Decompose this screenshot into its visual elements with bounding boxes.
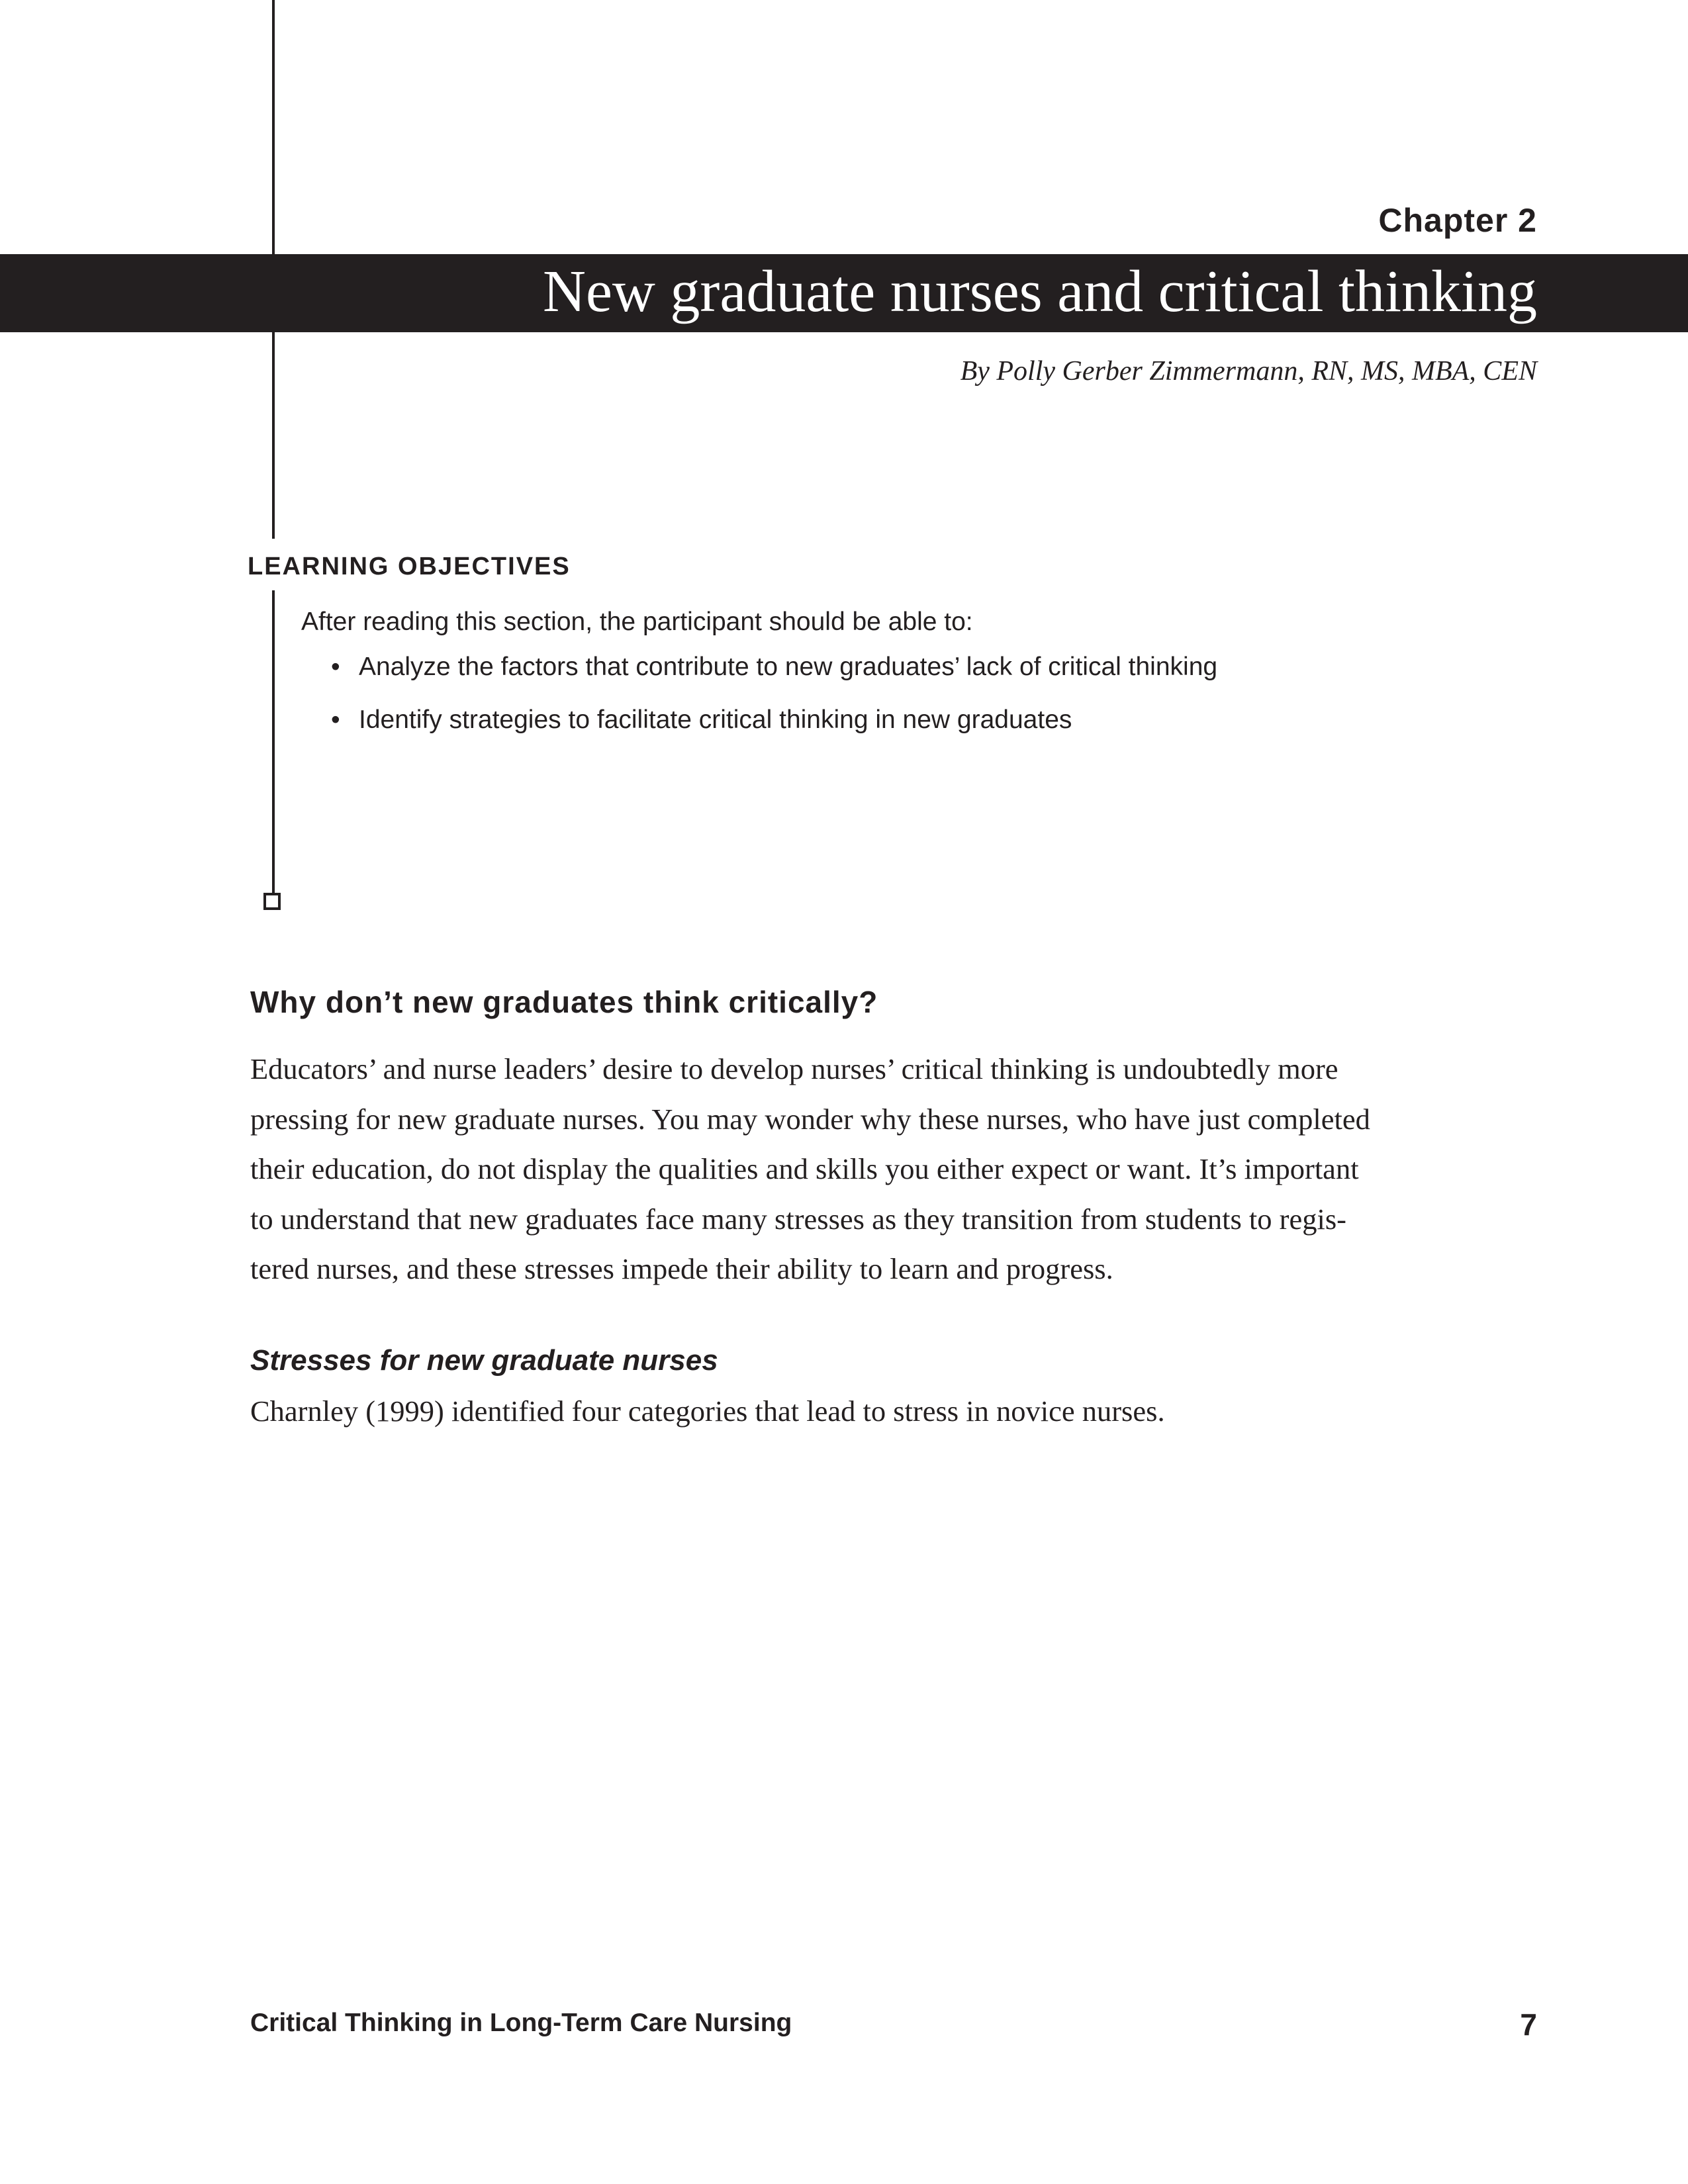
section-heading: Why don’t new graduates think critically? bbox=[250, 985, 878, 1019]
objective-text: Analyze the factors that contribute to new graduates’ lack of critical thinking bbox=[359, 653, 1218, 681]
paragraph-line: their education, do not display the qualities and skills you either expect or want. It’s important bbox=[250, 1152, 1359, 1185]
page-number: 7 bbox=[1520, 2007, 1537, 2042]
bullet-icon: • bbox=[331, 653, 340, 681]
vertical-rule-middle bbox=[272, 332, 275, 539]
paragraph-line: Educators’ and nurse leaders’ desire to develop nurses’ critical thinking is undoubtedly more bbox=[250, 1052, 1338, 1085]
bullet-icon: • bbox=[331, 705, 340, 734]
subsection-text: Charnley (1999) identified four categories that lead to stress in novice nurses. bbox=[250, 1394, 1165, 1428]
chapter-label: Chapter 2 bbox=[1378, 202, 1537, 239]
learning-objectives-intro: After reading this section, the participant should be able to: bbox=[301, 608, 973, 636]
objective-text: Identify strategies to facilitate critical thinking in new graduates bbox=[359, 705, 1072, 734]
subsection-heading: Stresses for new graduate nurses bbox=[250, 1344, 718, 1377]
list-item bbox=[331, 705, 1217, 758]
author-byline: By Polly Gerber Zimmermann, RN, MS, MBA, CEN bbox=[960, 356, 1537, 387]
paragraph-line: tered nurses, and these stresses impede their ability to learn and progress. bbox=[250, 1252, 1113, 1285]
chapter-title: New graduate nurses and critical thinking bbox=[542, 259, 1537, 324]
body-paragraph bbox=[250, 1044, 1528, 1295]
paragraph-line: pressing for new graduate nurses. You may wonder why these nurses, who have just completed bbox=[250, 1102, 1370, 1136]
list-item bbox=[331, 653, 1217, 705]
learning-objectives-list bbox=[331, 653, 1217, 758]
rule-end-square bbox=[263, 893, 281, 910]
footer-book-title: Critical Thinking in Long-Term Care Nursing bbox=[250, 2009, 792, 2037]
learning-objectives-heading: LEARNING OBJECTIVES bbox=[248, 553, 571, 580]
vertical-rule-lower bbox=[272, 590, 275, 893]
paragraph-line: to understand that new graduates face many stresses as they transition from students to regis- bbox=[250, 1202, 1346, 1236]
vertical-rule-top bbox=[272, 0, 275, 254]
